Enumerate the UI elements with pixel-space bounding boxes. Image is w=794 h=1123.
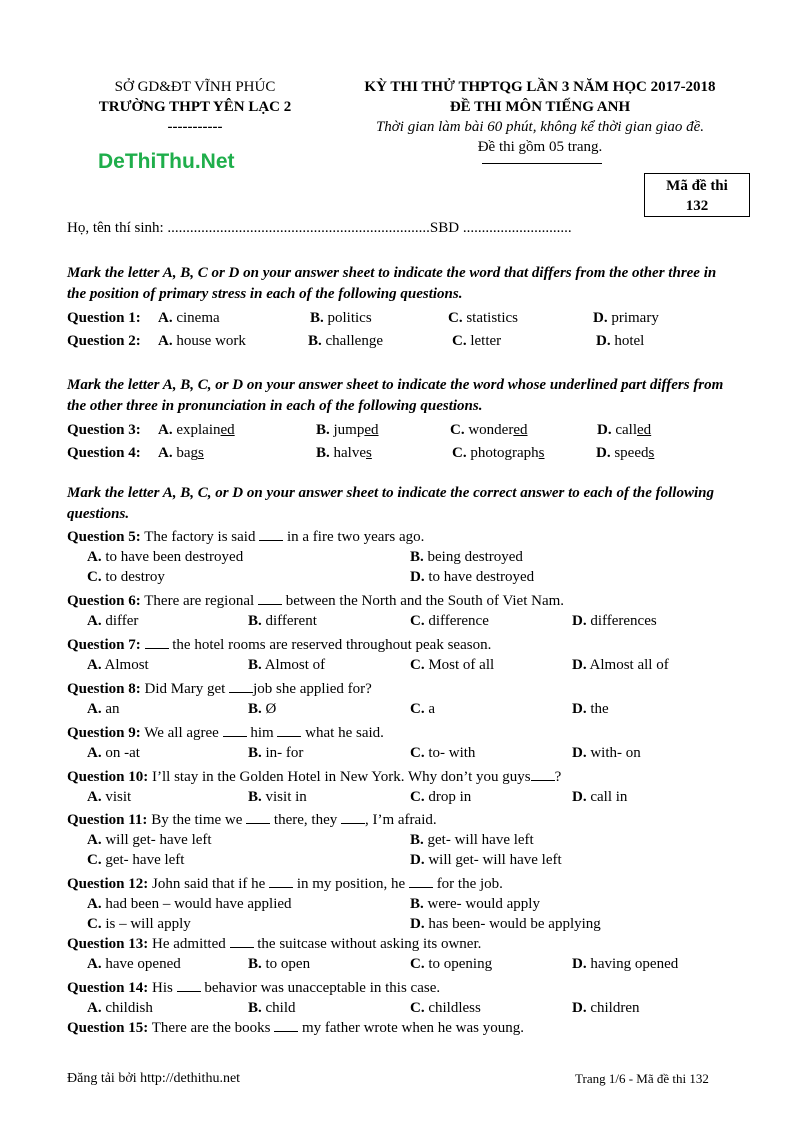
department-name: SỞ GD&ĐT VĨNH PHÚC xyxy=(114,79,276,95)
q14-option-b[interactable]: B. child xyxy=(248,1000,296,1016)
question-14: Question 14: His behavior was unacceptable in this case. xyxy=(67,980,441,996)
q4-option-c[interactable]: C. photographs xyxy=(452,445,545,461)
section-1-instruction: Mark the letter A, B, C or D on your answer sheet to indicate the word that differs from the other three in the position of primary stress in each of the following questions. xyxy=(67,265,717,302)
question-11: Question 11: By the time we there, they , I’m afraid. xyxy=(67,812,437,828)
q11-option-d[interactable]: D. will get- will have left xyxy=(410,852,562,868)
q8-option-a[interactable]: A. an xyxy=(87,701,120,717)
q10-option-d[interactable]: D. call in xyxy=(572,789,628,805)
q11-option-c[interactable]: C. get- have left xyxy=(87,852,185,868)
question-3: Question 3: xyxy=(67,422,141,438)
q3-option-c[interactable]: C. wondered xyxy=(450,422,528,438)
q6-option-b[interactable]: B. different xyxy=(248,613,317,629)
question-8: Question 8: Did Mary get job she applied for? xyxy=(67,681,372,697)
section-2-instruction: Mark the letter A, B, C, or D on your answer sheet to indicate the word whose underlined part differs from the other three in pronunciation in each of the following questions. xyxy=(67,377,724,414)
q13-option-a[interactable]: A. have opened xyxy=(87,956,181,972)
q3-option-d[interactable]: D. called xyxy=(597,422,652,438)
q8-option-c[interactable]: C. a xyxy=(410,701,436,717)
q12-option-a[interactable]: A. had been – would have applied xyxy=(87,896,292,912)
q11-option-b[interactable]: B. get- will have left xyxy=(410,832,534,848)
q9-option-a[interactable]: A. on -at xyxy=(87,745,140,761)
q2-option-a[interactable]: A. house work xyxy=(158,333,246,349)
q10-option-a[interactable]: A. visit xyxy=(87,789,132,805)
question-15: Question 15: There are the books my father wrote when he was young. xyxy=(67,1020,524,1036)
q14-option-c[interactable]: C. childless xyxy=(410,1000,481,1016)
student-info-line: Họ, tên thí sinh: ......................................................................SBD ............................. xyxy=(67,220,572,236)
footer-page-number: Trang 1/6 - Mã đề thi 132 xyxy=(575,1071,709,1086)
q2-option-c[interactable]: C. letter xyxy=(452,333,502,349)
q10-option-c[interactable]: C. drop in xyxy=(410,789,472,805)
exam-code-box xyxy=(644,173,750,217)
q5-option-b[interactable]: B. being destroyed xyxy=(410,549,523,565)
q7-option-c[interactable]: C. Most of all xyxy=(410,657,495,673)
q2-option-b[interactable]: B. challenge xyxy=(308,333,383,349)
q6-option-a[interactable]: A. differ xyxy=(87,613,139,629)
q5-option-a[interactable]: A. to have been destroyed xyxy=(87,549,244,565)
q13-option-d[interactable]: D. having opened xyxy=(572,956,679,972)
q12-option-d[interactable]: D. has been- would be applying xyxy=(410,916,601,932)
question-6: Question 6: There are regional between the North and the South of Viet Nam. xyxy=(67,593,565,609)
question-9: Question 9: We all agree him what he said. xyxy=(67,725,384,741)
q9-option-b[interactable]: B. in- for xyxy=(248,745,304,761)
exam-title: KỲ THI THỬ THPTQG LẦN 3 NĂM HỌC 2017-2018 xyxy=(364,79,716,95)
q13-option-b[interactable]: B. to open xyxy=(248,956,311,972)
q13-option-c[interactable]: C. to opening xyxy=(410,956,493,972)
question-12: Question 12: John said that if he in my position, he for the job. xyxy=(67,876,503,892)
site-logo: DeThiThu.Net xyxy=(98,150,235,173)
q3-option-b[interactable]: B. jumped xyxy=(316,422,379,438)
q14-option-a[interactable]: A. childish xyxy=(87,1000,153,1016)
exam-code-value: 132 xyxy=(685,198,709,214)
question-4: Question 4: xyxy=(67,445,141,461)
q1-option-a[interactable]: A. cinema xyxy=(158,310,220,326)
q12-option-b[interactable]: B. were- would apply xyxy=(410,896,540,912)
q8-option-b[interactable]: B. Ø xyxy=(248,701,277,717)
exam-pages: Đề thi gồm 05 trang. xyxy=(477,139,603,155)
header-divider: ----------- xyxy=(167,119,223,135)
q5-option-c[interactable]: C. to destroy xyxy=(87,569,165,585)
q5-option-d[interactable]: D. to have destroyed xyxy=(410,569,535,585)
question-10: Question 10: I’ll stay in the Golden Hotel in New York. Why don’t you guys ? xyxy=(67,769,562,785)
q7-option-b[interactable]: B. Almost of xyxy=(248,657,326,673)
question-7: Question 7: the hotel rooms are reserved throughout peak season. xyxy=(67,637,492,653)
question-5: Question 5: The factory is said in a fire two years ago. xyxy=(67,529,425,545)
exam-duration: Thời gian làm bài 60 phút, không kể thời gian giao đề. xyxy=(375,119,705,135)
exam-header xyxy=(335,77,745,157)
q6-option-d[interactable]: D. differences xyxy=(572,613,657,629)
school-name: TRƯỜNG THPT YÊN LẠC 2 xyxy=(98,99,292,115)
q8-option-d[interactable]: D. the xyxy=(572,701,609,717)
q9-option-c[interactable]: C. to- with xyxy=(410,745,476,761)
q1-option-b[interactable]: B. politics xyxy=(310,310,372,326)
q3-option-a[interactable]: A. explained xyxy=(158,422,235,438)
q14-option-d[interactable]: D. children xyxy=(572,1000,640,1016)
q7-option-a[interactable]: A. Almost xyxy=(87,657,149,673)
q1-option-d[interactable]: D. primary xyxy=(593,310,659,326)
q4-option-a[interactable]: A. bags xyxy=(158,445,204,461)
footer-source: Đăng tải bởi http://dethithu.net xyxy=(67,1071,241,1086)
question-1: Question 1: xyxy=(67,310,141,326)
q4-option-d[interactable]: D. speeds xyxy=(596,445,655,461)
q10-option-b[interactable]: B. visit in xyxy=(248,789,307,805)
q7-option-d[interactable]: D. Almost all of xyxy=(572,657,669,673)
exam-subject: ĐỀ THI MÔN TIẾNG ANH xyxy=(449,99,631,115)
q4-option-b[interactable]: B. halves xyxy=(316,445,372,461)
q9-option-d[interactable]: D. with- on xyxy=(572,745,641,761)
q12-option-c[interactable]: C. is – will apply xyxy=(87,916,191,932)
q6-option-c[interactable]: C. difference xyxy=(410,613,489,629)
section-3-instruction: Mark the letter A, B, C, or D on your answer sheet to indicate the correct answer to each of the following questions. xyxy=(67,485,714,522)
q1-option-c[interactable]: C. statistics xyxy=(448,310,519,326)
q11-option-a[interactable]: A. will get- have left xyxy=(87,832,212,848)
question-2: Question 2: xyxy=(67,333,141,349)
exam-code-label: Mã đề thi xyxy=(666,178,728,194)
school-header xyxy=(60,77,330,137)
header-rule xyxy=(482,163,602,164)
question-13: Question 13: He admitted the suitcase without asking its owner. xyxy=(67,936,482,952)
q2-option-d[interactable]: D. hotel xyxy=(596,333,645,349)
